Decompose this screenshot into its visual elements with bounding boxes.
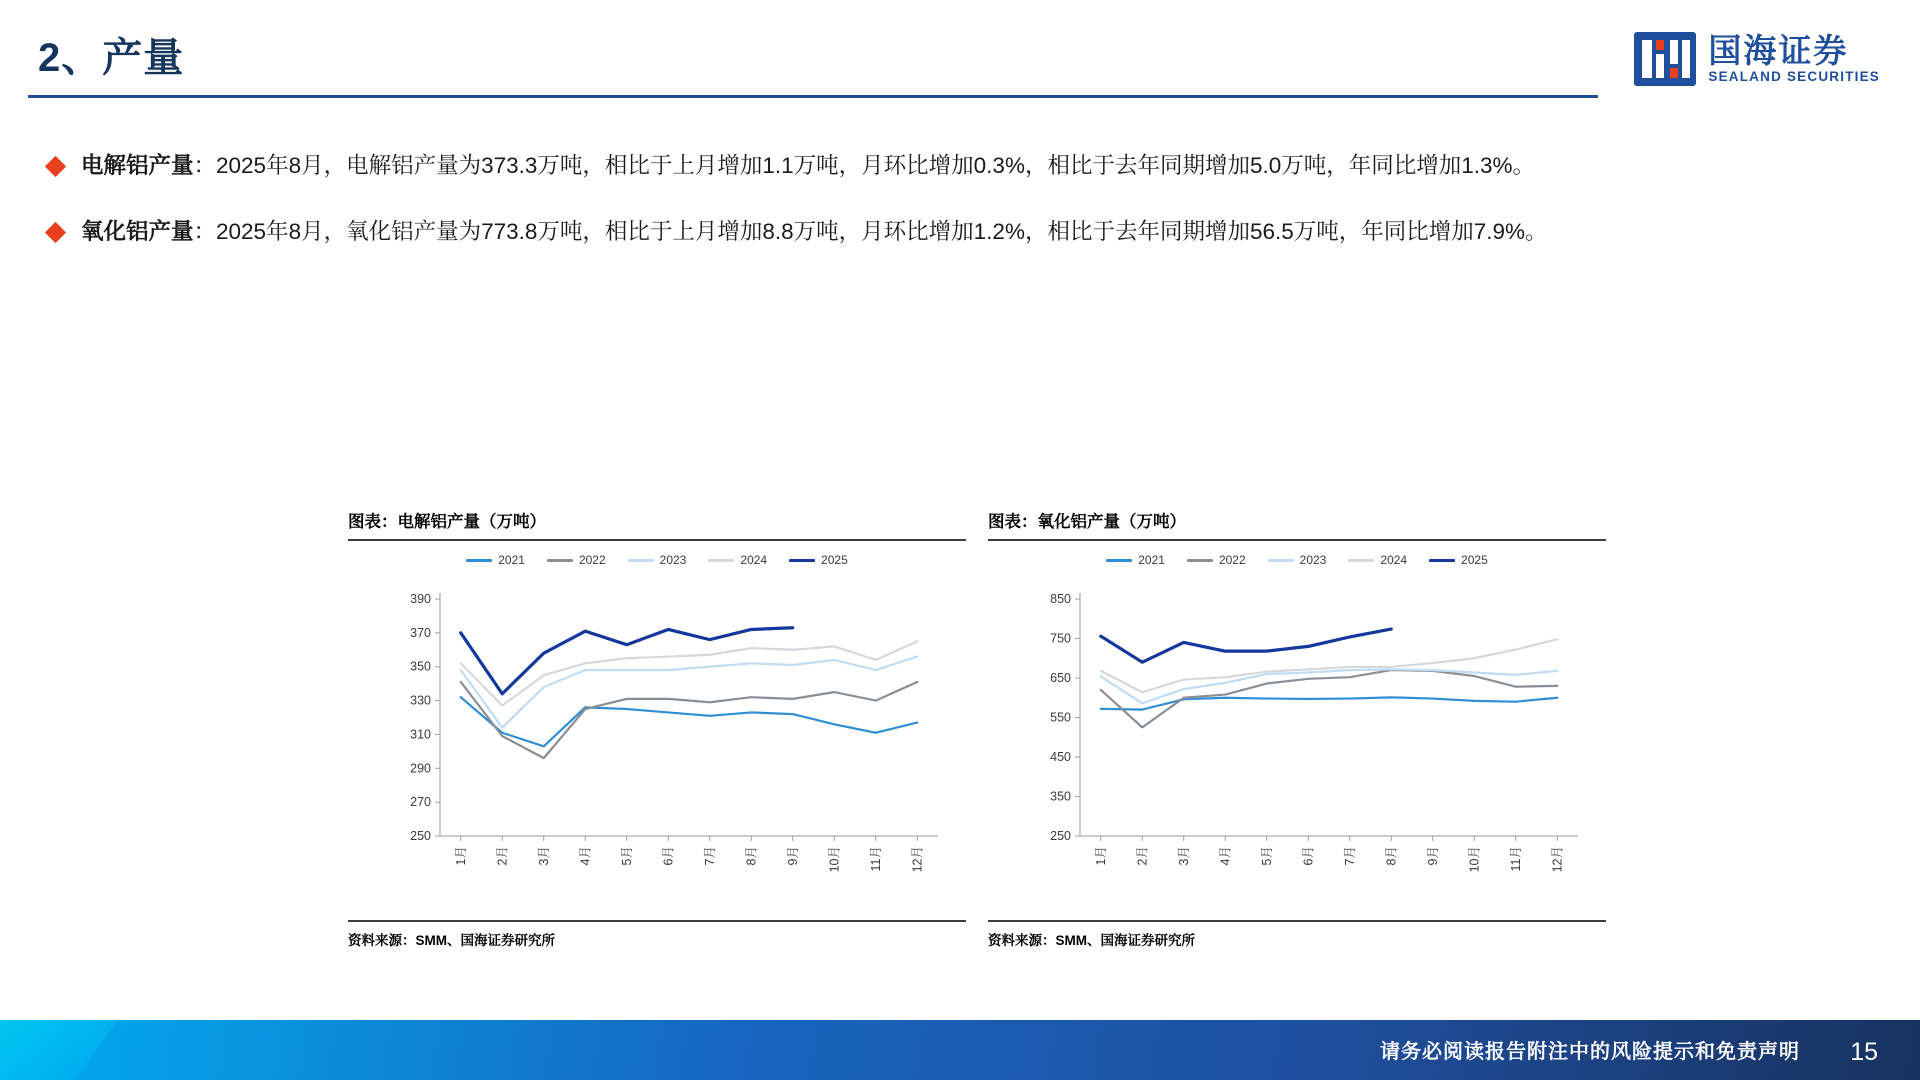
list-item — [48, 148, 1878, 184]
header-divider — [28, 95, 1598, 98]
footer-accent-shape — [0, 1020, 170, 1080]
legend-label: 2021 — [498, 553, 525, 567]
footer-notice: 请务必阅读报告附注中的风险提示和免责声明 — [1380, 1041, 1800, 1063]
svg-text:5月: 5月 — [619, 846, 634, 866]
svg-text:1月: 1月 — [453, 846, 468, 866]
list-item — [48, 214, 1878, 250]
legend-label: 2025 — [1461, 553, 1488, 567]
logo-text-en: SEALAND SECURITIES — [1708, 68, 1880, 84]
svg-text:11月: 11月 — [1508, 846, 1523, 872]
svg-text:1月: 1月 — [1093, 846, 1108, 866]
svg-text:250: 250 — [410, 829, 431, 843]
svg-text:12月: 12月 — [910, 846, 925, 873]
svg-text:4月: 4月 — [578, 846, 593, 866]
svg-text:550: 550 — [1050, 710, 1071, 725]
legend-label: 2021 — [1138, 553, 1165, 567]
svg-text:350: 350 — [410, 659, 431, 674]
chart-area — [348, 541, 966, 916]
svg-text:350: 350 — [1050, 789, 1071, 804]
bullet-text — [81, 148, 1535, 184]
bullet-body: ：2025年8月，氧化铝产量为773.8万吨，相比于上月增加8.8万吨，月环比增加1.2%，相比于去年同期增加56.5万吨，年同比增加7.9%。 — [193, 219, 1548, 245]
svg-text:7月: 7月 — [702, 846, 717, 866]
chart-source: 资料来源：SMM、国海证券研究所 — [348, 932, 555, 948]
chart-panel-alumina — [988, 508, 1606, 976]
svg-text:8月: 8月 — [744, 846, 759, 866]
chart-title: 图表：氧化铝产量（万吨） — [988, 513, 1186, 531]
svg-text:10月: 10月 — [827, 846, 842, 873]
svg-text:650: 650 — [1050, 671, 1071, 685]
svg-text:9月: 9月 — [785, 846, 800, 866]
svg-text:7月: 7月 — [1342, 846, 1357, 866]
svg-text:6月: 6月 — [661, 846, 676, 866]
svg-text:2月: 2月 — [495, 846, 510, 866]
bullet-text — [81, 214, 1548, 250]
svg-text:750: 750 — [1050, 631, 1071, 646]
chart-source: 资料来源：SMM、国海证券研究所 — [988, 932, 1195, 948]
legend-label: 2023 — [659, 553, 687, 567]
svg-text:850: 850 — [1050, 592, 1071, 606]
bullet-lead: 氧化铝产量 — [81, 219, 194, 245]
diamond-bullet-icon — [45, 156, 66, 177]
svg-text:370: 370 — [410, 625, 431, 640]
diamond-bullet-icon — [45, 222, 66, 243]
company-logo — [1632, 28, 1880, 90]
svg-text:11月: 11月 — [868, 846, 883, 872]
page-number: 15 — [1850, 1038, 1878, 1066]
svg-text:8月: 8月 — [1384, 846, 1399, 866]
svg-text:6月: 6月 — [1301, 846, 1316, 866]
legend-label: 2023 — [1299, 553, 1327, 567]
svg-text:12月: 12月 — [1550, 846, 1565, 873]
legend-label: 2025 — [821, 553, 848, 567]
logo-text-cn: 国海证券 — [1708, 32, 1849, 70]
svg-text:330: 330 — [410, 693, 431, 708]
line-chart-canvas — [988, 541, 1606, 916]
svg-text:9月: 9月 — [1425, 846, 1440, 866]
svg-text:310: 310 — [410, 727, 431, 742]
svg-text:290: 290 — [410, 761, 431, 776]
chart-title: 图表：电解铝产量（万吨） — [348, 513, 546, 531]
page-title: 2、产量 — [38, 36, 185, 80]
svg-text:10月: 10月 — [1467, 846, 1482, 873]
legend-label: 2022 — [578, 553, 606, 567]
bullet-lead: 电解铝产量 — [81, 153, 194, 178]
line-chart-canvas — [348, 541, 966, 916]
bullet-body: ：2025年8月，电解铝产量为373.3万吨，相比于上月增加1.1万吨，月环比增加0.3%，相比于去年同期增加5.0万吨，年同比增加1.3%。 — [193, 153, 1536, 178]
svg-text:450: 450 — [1050, 750, 1071, 764]
svg-text:270: 270 — [410, 795, 431, 810]
svg-text:3月: 3月 — [536, 846, 551, 866]
legend-label: 2024 — [740, 553, 768, 567]
legend-label: 2024 — [1380, 553, 1408, 567]
svg-text:4月: 4月 — [1218, 846, 1233, 866]
svg-text:3月: 3月 — [1176, 846, 1191, 866]
bullet-list — [48, 148, 1878, 281]
chart-area — [988, 541, 1606, 916]
chart-panel-electrolytic-aluminum — [348, 508, 966, 976]
legend-label: 2022 — [1218, 553, 1246, 567]
svg-text:250: 250 — [1050, 829, 1071, 843]
svg-text:5月: 5月 — [1259, 846, 1274, 866]
logo-mark-icon — [1632, 28, 1698, 90]
svg-text:390: 390 — [410, 592, 431, 606]
svg-text:2月: 2月 — [1135, 846, 1150, 866]
